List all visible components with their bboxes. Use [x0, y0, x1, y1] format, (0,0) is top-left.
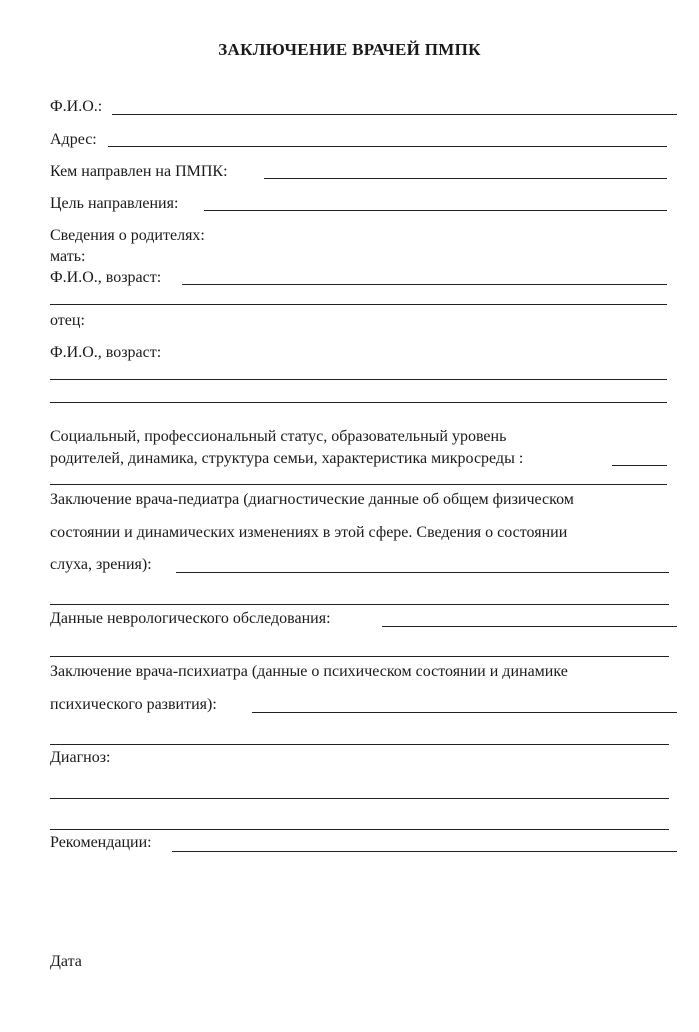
- social-status-label-line1: Социальный, профессиональный статус, образовательный уровень: [50, 428, 507, 445]
- mother-label: мать:: [50, 248, 86, 265]
- mother-fio-age-label: Ф.И.О., возраст:: [50, 269, 162, 286]
- mother-fio-age-field-line[interactable]: [182, 284, 667, 285]
- fio-field-line[interactable]: [112, 114, 677, 115]
- neuro-extra-line[interactable]: [50, 656, 669, 657]
- social-status-label-line2: родителей, динамика, структура семьи, характеристика микросреды :: [50, 450, 524, 467]
- address-field-line[interactable]: [108, 146, 667, 147]
- psychiatrist-label-line2: психического развития):: [50, 696, 217, 713]
- recommendations-label: Рекомендации:: [50, 834, 152, 851]
- pediatrician-label-line2: состоянии и динамических изменениях в этой сфере. Сведения о состоянии: [50, 524, 568, 541]
- purpose-field-line[interactable]: [204, 210, 667, 211]
- date-label: Дата: [50, 953, 82, 970]
- pediatrician-field-line[interactable]: [176, 572, 669, 573]
- pediatrician-label-line3: слуха, зрения):: [50, 556, 152, 573]
- purpose-label: Цель направления:: [50, 195, 179, 212]
- neuro-field-line[interactable]: [382, 626, 677, 627]
- form-title: ЗАКЛЮЧЕНИЕ ВРАЧЕЙ ПМПК: [218, 40, 481, 59]
- diagnosis-field-line-2[interactable]: [50, 829, 669, 830]
- social-status-extra-line[interactable]: [50, 484, 667, 485]
- social-status-field-line[interactable]: [612, 465, 667, 466]
- psychiatrist-label-line1: Заключение врача-психиатра (данные о психическом состоянии и динамике: [50, 663, 568, 680]
- father-field-line-1[interactable]: [50, 379, 667, 380]
- diagnosis-field-line-1[interactable]: [50, 798, 669, 799]
- pediatrician-extra-line[interactable]: [50, 604, 669, 605]
- father-field-line-2[interactable]: [50, 402, 667, 403]
- father-fio-age-label: Ф.И.О., возраст:: [50, 344, 162, 361]
- fio-label: Ф.И.О.:: [50, 98, 103, 115]
- mother-extra-line[interactable]: [50, 304, 667, 305]
- psychiatrist-extra-line[interactable]: [50, 744, 669, 745]
- diagnosis-label: Диагноз:: [50, 749, 111, 766]
- address-label: Адрес:: [50, 131, 97, 148]
- referred-by-field-line[interactable]: [264, 178, 667, 179]
- pediatrician-label-line1: Заключение врача-педиатра (диагностические данные об общем физическом: [50, 491, 574, 508]
- recommendations-field-line[interactable]: [172, 851, 677, 852]
- referred-by-label: Кем направлен на ПМПК:: [50, 163, 228, 180]
- parents-info-label: Сведения о родителях:: [50, 227, 205, 244]
- neuro-label: Данные неврологического обследования:: [50, 610, 331, 627]
- father-label: отец:: [50, 312, 85, 329]
- psychiatrist-field-line[interactable]: [252, 712, 677, 713]
